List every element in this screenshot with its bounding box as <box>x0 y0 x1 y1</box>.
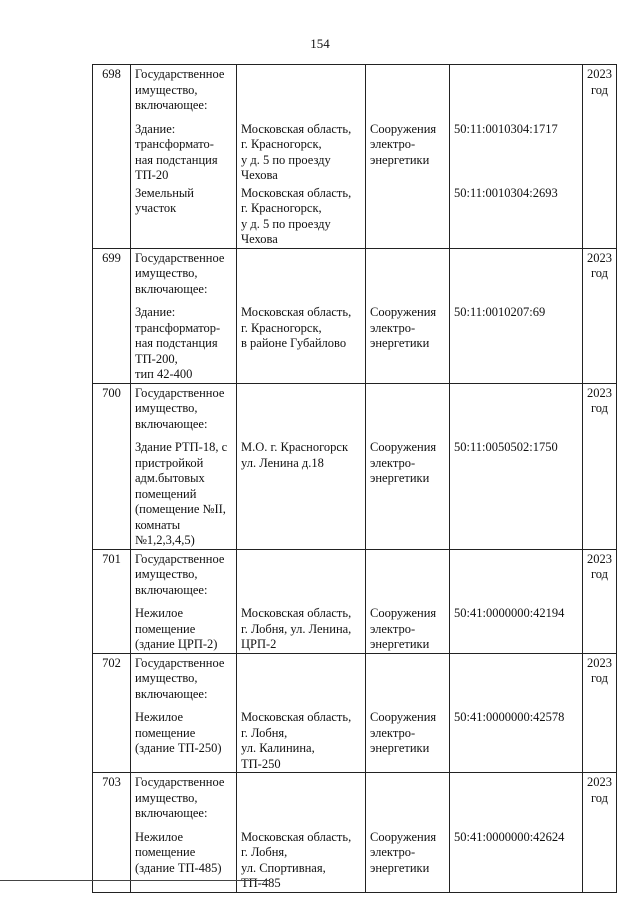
item-name-line: Здание: <box>135 305 176 319</box>
item-purpose-line: Сооружения <box>370 829 437 844</box>
entry-row <box>93 549 617 598</box>
item-address-line: г. Лобня, <box>241 845 288 859</box>
year-value: 2023 <box>587 67 612 81</box>
cadastral-number-text: 50:11:0010207:69 <box>454 305 546 319</box>
item-name-line: (здание ТП-485) <box>135 860 222 875</box>
entry-header-line: Государственное <box>135 67 225 81</box>
item-address-line: Московская область, <box>241 305 352 319</box>
entry-number: 698 <box>93 65 131 249</box>
item-name-line: (помещение №II, <box>135 502 226 516</box>
entry-header <box>131 248 237 297</box>
entry-header-line: включающее: <box>135 281 208 296</box>
item-purpose <box>366 702 450 773</box>
item-name-line: ная подстанция <box>135 152 218 167</box>
year-value: 2023 <box>587 385 612 400</box>
entry-header-line: включающее: <box>135 582 208 597</box>
entry-number: 700 <box>93 383 131 549</box>
empty-cell <box>237 65 366 114</box>
cadastral-number-text: 50:41:0000000:42578 <box>454 710 565 724</box>
empty-cell <box>450 383 583 432</box>
empty-cell <box>366 653 450 702</box>
empty-cell <box>366 65 450 114</box>
empty-cell <box>237 549 366 598</box>
item-purpose-line: электро- <box>370 320 416 335</box>
item-name-line: трансформато- <box>135 137 214 151</box>
item-address-line: г. Красногорск, <box>241 137 322 151</box>
entry-row <box>93 773 617 822</box>
entry-header-line: Государственное <box>135 551 225 566</box>
empty-cell <box>237 248 366 297</box>
item-purpose-line: Сооружения <box>370 440 437 454</box>
year-suffix: год <box>590 401 609 415</box>
entry-year <box>583 773 617 893</box>
item-purpose-line: Сооружения <box>370 710 437 724</box>
item-address <box>237 184 366 249</box>
item-name <box>131 114 237 184</box>
bottom-rule <box>0 880 270 881</box>
item-name-line: участок <box>135 201 177 215</box>
empty-cell <box>450 65 583 114</box>
item-name-line: Нежилое <box>135 710 184 724</box>
item-purpose <box>366 184 450 249</box>
year-value: 2023 <box>587 655 612 670</box>
item-name <box>131 598 237 653</box>
item-purpose-line: электро- <box>370 137 416 151</box>
item-purpose-line: электро- <box>370 845 416 859</box>
empty-cell <box>450 248 583 297</box>
entry-header <box>131 653 237 702</box>
item-cadastral-number <box>450 432 583 549</box>
entry-header-line: имущество, <box>135 790 198 805</box>
item-address-line: у д. 5 по проезду <box>241 216 331 231</box>
item-name <box>131 184 237 249</box>
item-purpose-line: энергетики <box>370 860 430 875</box>
entry-header-line: включающее: <box>135 98 208 112</box>
item-address-line: Московская область, <box>241 121 352 136</box>
item-name-line: тип 42-400 <box>135 367 193 381</box>
entry-header-line: включающее: <box>135 416 208 431</box>
item-cadastral-number <box>450 184 583 249</box>
entry-row <box>93 248 617 297</box>
item-row <box>93 702 617 773</box>
item-name-line: Здание: <box>135 121 176 136</box>
entry-year <box>583 653 617 773</box>
item-purpose-line: энергетики <box>370 471 430 485</box>
entry-header-line: Государственное <box>135 250 225 265</box>
item-address-line: Московская область, <box>241 710 352 724</box>
entry-row <box>93 383 617 432</box>
item-address <box>237 598 366 653</box>
entry-header-line: включающее: <box>135 686 208 701</box>
item-address-line: ул. Ленина д.18 <box>241 455 324 470</box>
item-address-line: ул. Калинина, <box>241 741 315 755</box>
item-name-line: ная подстанция <box>135 336 218 350</box>
entry-year <box>583 549 617 653</box>
year-suffix: год <box>590 671 609 685</box>
entry-header-line: включающее: <box>135 806 208 820</box>
item-name-line: пристройкой <box>135 455 204 470</box>
item-cadastral-number <box>450 822 583 893</box>
item-address-line: г. Красногорск, <box>241 320 322 335</box>
entry-header-line: имущество, <box>135 401 198 415</box>
item-name-line: ТП-20 <box>135 168 169 182</box>
item-purpose-line: Сооружения <box>370 305 437 319</box>
entry-header-line: имущество, <box>135 266 198 280</box>
item-address <box>237 702 366 773</box>
entry-header-line: имущество, <box>135 82 198 97</box>
empty-cell <box>237 773 366 822</box>
empty-cell <box>450 773 583 822</box>
empty-cell <box>366 383 450 432</box>
item-address-line: Московская область, <box>241 606 352 620</box>
entry-header-line: Государственное <box>135 655 225 670</box>
item-cadastral-number <box>450 114 583 184</box>
page-number: 154 <box>310 36 330 51</box>
entry-header-line: Государственное <box>135 385 225 400</box>
item-row <box>93 184 617 249</box>
item-purpose-line: энергетики <box>370 637 430 651</box>
item-address <box>237 822 366 893</box>
empty-cell <box>450 549 583 598</box>
entry-header-line: Государственное <box>135 775 225 789</box>
item-name-line: Нежилое <box>135 829 184 844</box>
cadastral-number-text: 50:41:0000000:42624 <box>454 829 565 844</box>
item-name-line: №1,2,3,4,5) <box>135 533 195 547</box>
item-name-line: (здание ЦРП-2) <box>135 637 218 651</box>
item-address-line: г. Лобня, ул. Ленина, <box>241 621 352 636</box>
item-address-line: ул. Спортивная, <box>241 860 326 875</box>
item-name-line: комнаты <box>135 517 181 532</box>
item-name <box>131 297 237 383</box>
entry-number: 703 <box>93 773 131 893</box>
item-name-line: адм.бытовых <box>135 471 205 485</box>
year-suffix: год <box>590 567 609 581</box>
empty-cell <box>237 653 366 702</box>
item-cadastral-number <box>450 702 583 773</box>
year-value: 2023 <box>587 250 612 265</box>
cadastral-number-text: 50:11:0050502:1750 <box>454 440 558 454</box>
item-name-line: помещений <box>135 486 197 501</box>
item-cadastral-number <box>450 598 583 653</box>
entry-number: 702 <box>93 653 131 773</box>
empty-cell <box>366 773 450 822</box>
cadastral-number-text: 50:11:0010304:2693 <box>454 185 558 200</box>
item-purpose <box>366 114 450 184</box>
item-address-line: Чехова <box>241 232 278 246</box>
item-cadastral-number <box>450 297 583 383</box>
item-purpose <box>366 822 450 893</box>
item-address-line: Московская область, <box>241 185 352 200</box>
item-purpose-line: энергетики <box>370 741 430 755</box>
item-address-line: ТП-250 <box>241 756 281 771</box>
item-address-line: М.О. г. Красногорск <box>241 440 349 454</box>
cadastral-number-text: 50:11:0010304:1717 <box>454 121 558 136</box>
item-address <box>237 297 366 383</box>
item-row <box>93 598 617 653</box>
year-value: 2023 <box>587 775 612 789</box>
cadastral-number-text: 50:41:0000000:42194 <box>454 606 565 620</box>
entry-header <box>131 549 237 598</box>
empty-cell <box>450 653 583 702</box>
entry-year <box>583 383 617 549</box>
item-row <box>93 822 617 893</box>
entry-header <box>131 773 237 822</box>
year-suffix: год <box>590 266 609 280</box>
item-name-line: Нежилое <box>135 606 184 620</box>
item-name-line: помещение <box>135 725 196 740</box>
item-row <box>93 297 617 383</box>
item-name-line: трансформатор- <box>135 320 221 335</box>
item-name <box>131 822 237 893</box>
item-name <box>131 432 237 549</box>
entry-header <box>131 383 237 432</box>
item-purpose-line: электро- <box>370 455 416 470</box>
item-row <box>93 432 617 549</box>
item-purpose <box>366 598 450 653</box>
empty-cell <box>366 549 450 598</box>
item-address-line: ЦРП-2 <box>241 637 277 651</box>
item-row <box>93 114 617 184</box>
item-name-line: Здание РТП-18, с <box>135 440 228 454</box>
item-address <box>237 114 366 184</box>
item-name-line: помещение <box>135 621 196 636</box>
item-address <box>237 432 366 549</box>
entry-number: 701 <box>93 549 131 653</box>
item-address-line: Чехова <box>241 168 278 182</box>
entry-year <box>583 248 617 383</box>
entry-header-line: имущество, <box>135 567 198 581</box>
item-purpose <box>366 432 450 549</box>
item-purpose-line: энергетики <box>370 152 430 167</box>
item-name-line: помещение <box>135 845 196 859</box>
property-table <box>92 64 617 893</box>
item-address-line: ТП-485 <box>241 876 281 890</box>
item-purpose-line: Сооружения <box>370 121 437 136</box>
empty-cell <box>237 383 366 432</box>
year-suffix: год <box>590 790 609 805</box>
property-table-body <box>93 65 617 893</box>
item-name-line: Земельный <box>135 185 194 200</box>
item-name-line: ТП-200, <box>135 351 178 366</box>
item-name <box>131 702 237 773</box>
item-name-line: (здание ТП-250) <box>135 741 222 755</box>
entry-number: 699 <box>93 248 131 383</box>
year-value: 2023 <box>587 551 612 566</box>
item-address-line: Московская область, <box>241 829 352 844</box>
item-purpose <box>366 297 450 383</box>
item-purpose-line: Сооружения <box>370 606 437 620</box>
item-purpose-line: электро- <box>370 725 416 740</box>
entry-header-line: имущество, <box>135 671 198 685</box>
item-address-line: г. Лобня, <box>241 725 288 740</box>
item-address-line: в районе Губайлово <box>241 336 347 350</box>
entry-row <box>93 65 617 114</box>
year-suffix: год <box>590 82 609 97</box>
item-address-line: у д. 5 по проезду <box>241 152 331 167</box>
entry-year <box>583 65 617 249</box>
item-address-line: г. Красногорск, <box>241 201 322 215</box>
item-purpose-line: энергетики <box>370 336 430 350</box>
entry-row <box>93 653 617 702</box>
entry-header <box>131 65 237 114</box>
empty-cell <box>366 248 450 297</box>
item-purpose-line: электро- <box>370 621 416 636</box>
